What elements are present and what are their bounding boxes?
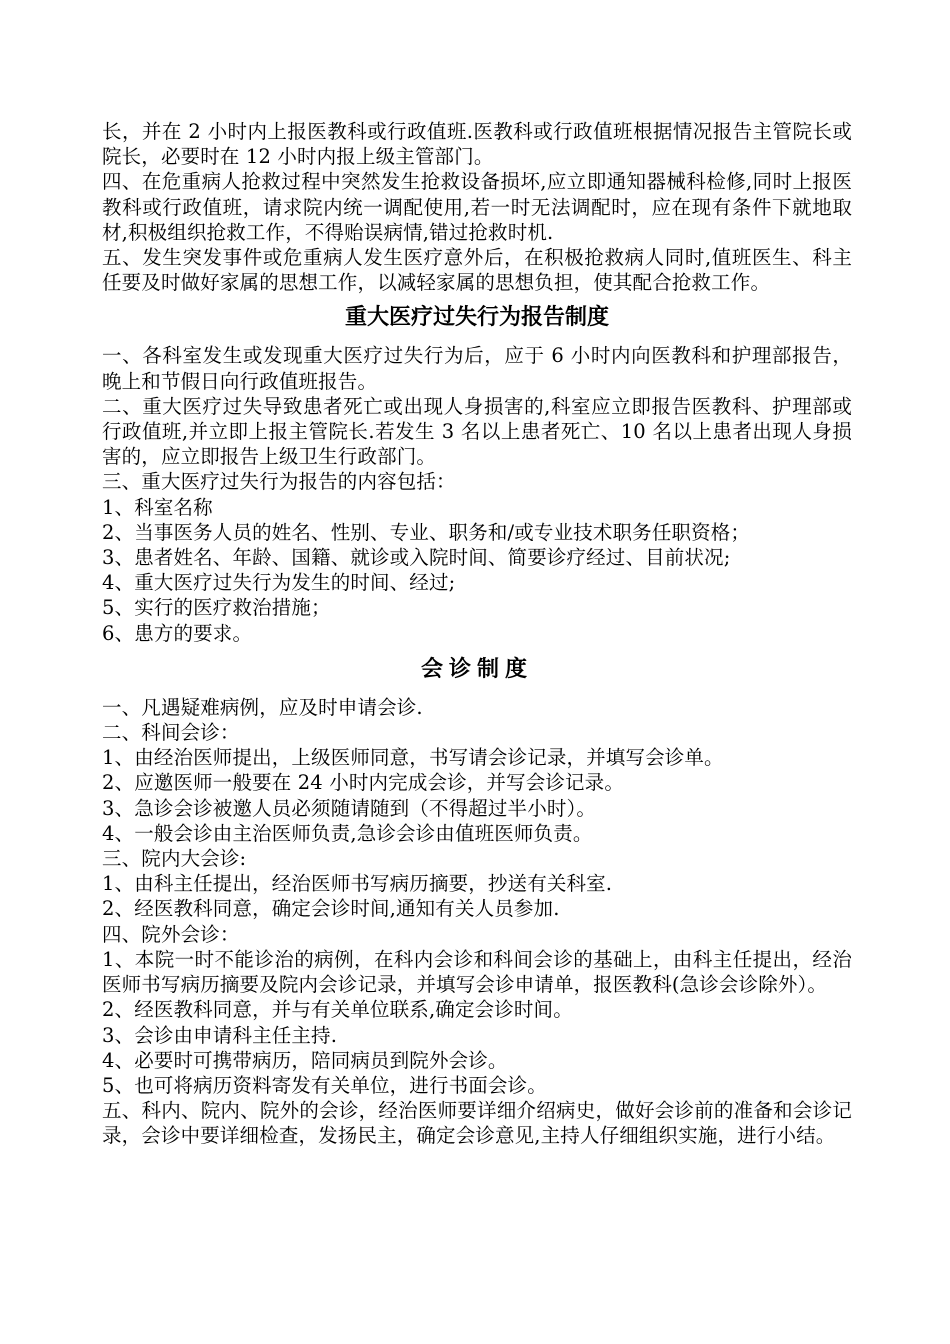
paragraph: 五、科内、院内、院外的会诊，经治医师要详细介绍病史，做好会诊前的准备和会诊记录，会诊中要详细检查，发扬民主，确定会诊意见,主持人仔细组织实施，进行小结。 xyxy=(102,1099,852,1148)
list-item: 3、会诊由申请科主任主持. xyxy=(102,1023,338,1047)
list-item: 1、科室名称 xyxy=(102,495,213,519)
paragraph: 四、在危重病人抢救过程中突然发生抢救设备损坏,应立即通知器械科检修,同时上报医教科或行政值班，请求院内统一调配使用,若一时无法调配时，应在现有条件下就地取材,积极组织抢救工作，不得贻误病情,错过抢救时机. xyxy=(102,170,852,244)
list-item: 1、由经治医师提出，上级医师同意，书写请会诊记录，并填写会诊单。 xyxy=(102,746,724,770)
paragraph: 一、凡遇疑难病例，应及时申请会诊. xyxy=(102,695,423,719)
paragraph: 四、院外会诊： xyxy=(102,922,240,946)
paragraph: 五、发生突发事件或危重病人发生医疗意外后，在积极抢救病人同时,值班医生、科主任要及时做好家属的思想工作，以减轻家属的思想负担，使其配合抢救工作。 xyxy=(102,246,852,295)
paragraph: 二、科间会诊： xyxy=(102,721,240,745)
list-item: 5、实行的医疗救治措施； xyxy=(102,596,331,620)
section-title-consultation: 会诊制度 xyxy=(420,656,533,682)
paragraph: 二、重大医疗过失导致患者死亡或出现人身损害的,科室应立即报告医教科、护理部或行政值班,并立即上报主管院长.若发生 3 名以上患者死亡、10 名以上患者出现人身损害的，应立即报告上级卫生行政部门。 xyxy=(102,394,852,469)
list-item: 3、急诊会诊被邀人员必须随请随到（不得超过半小时）。 xyxy=(102,796,597,820)
paragraph: 三、重大医疗过失行为报告的内容包括： xyxy=(102,470,456,494)
section-body-consultation xyxy=(102,695,852,1149)
list-item: 2、应邀医师一般要在 24 小时内完成会诊，并写会诊记录。 xyxy=(102,771,624,795)
list-item: 2、经医教科同意，确定会诊时间,通知有关人员参加. xyxy=(102,897,560,921)
list-item: 6、患方的要求。 xyxy=(102,621,253,645)
section-body-major-error-report xyxy=(102,343,852,645)
list-item: 4、必要时可携带病历，陪同病员到院外会诊。 xyxy=(102,1048,508,1072)
list-item: 4、一般会诊由主治医师负责,急诊会诊由值班医师负责。 xyxy=(102,821,593,845)
paragraph: 长，并在 2 小时内上报医教科或行政值班.医教科或行政值班根据情况报告主管院长或院长，必要时在 12 小时内报上级主管部门。 xyxy=(102,120,852,169)
list-item: 2、当事医务人员的姓名、性别、专业、职务和/或专业技术职务任职资格； xyxy=(102,520,751,544)
paragraph: 三、院内大会诊: xyxy=(102,847,247,871)
intro-text xyxy=(102,119,852,295)
paragraph: 一、各科室发生或发现重大医疗过失行为后，应于 6 小时内向医教科和护理部报告，晚上和节假日向行政值班报告。 xyxy=(102,344,852,393)
list-item: 1、由科主任提出，经治医师书写病历摘要，抄送有关科室. xyxy=(102,872,613,896)
list-item: 4、重大医疗过失行为发生的时间、经过; xyxy=(102,571,456,595)
list-item: 2、经医教科同意，并与有关单位联系,确定会诊时间。 xyxy=(102,998,573,1022)
list-item: 3、患者姓名、年龄、国籍、就诊或入院时间、简要诊疗经过、目前状况; xyxy=(102,546,731,570)
list-item: 1、本院一时不能诊治的病例，在科内会诊和科间会诊的基础上，由科主任提出，经治医师书写病历摘要及院内会诊记录，并填写会诊申请单，报医教科(急诊会诊除外）。 xyxy=(102,947,852,997)
section-title-major-error-report: 重大医疗过失行为报告制度 xyxy=(344,305,609,331)
list-item: 5、也可将病历资料寄发有关单位，进行书面会诊。 xyxy=(102,1073,547,1097)
